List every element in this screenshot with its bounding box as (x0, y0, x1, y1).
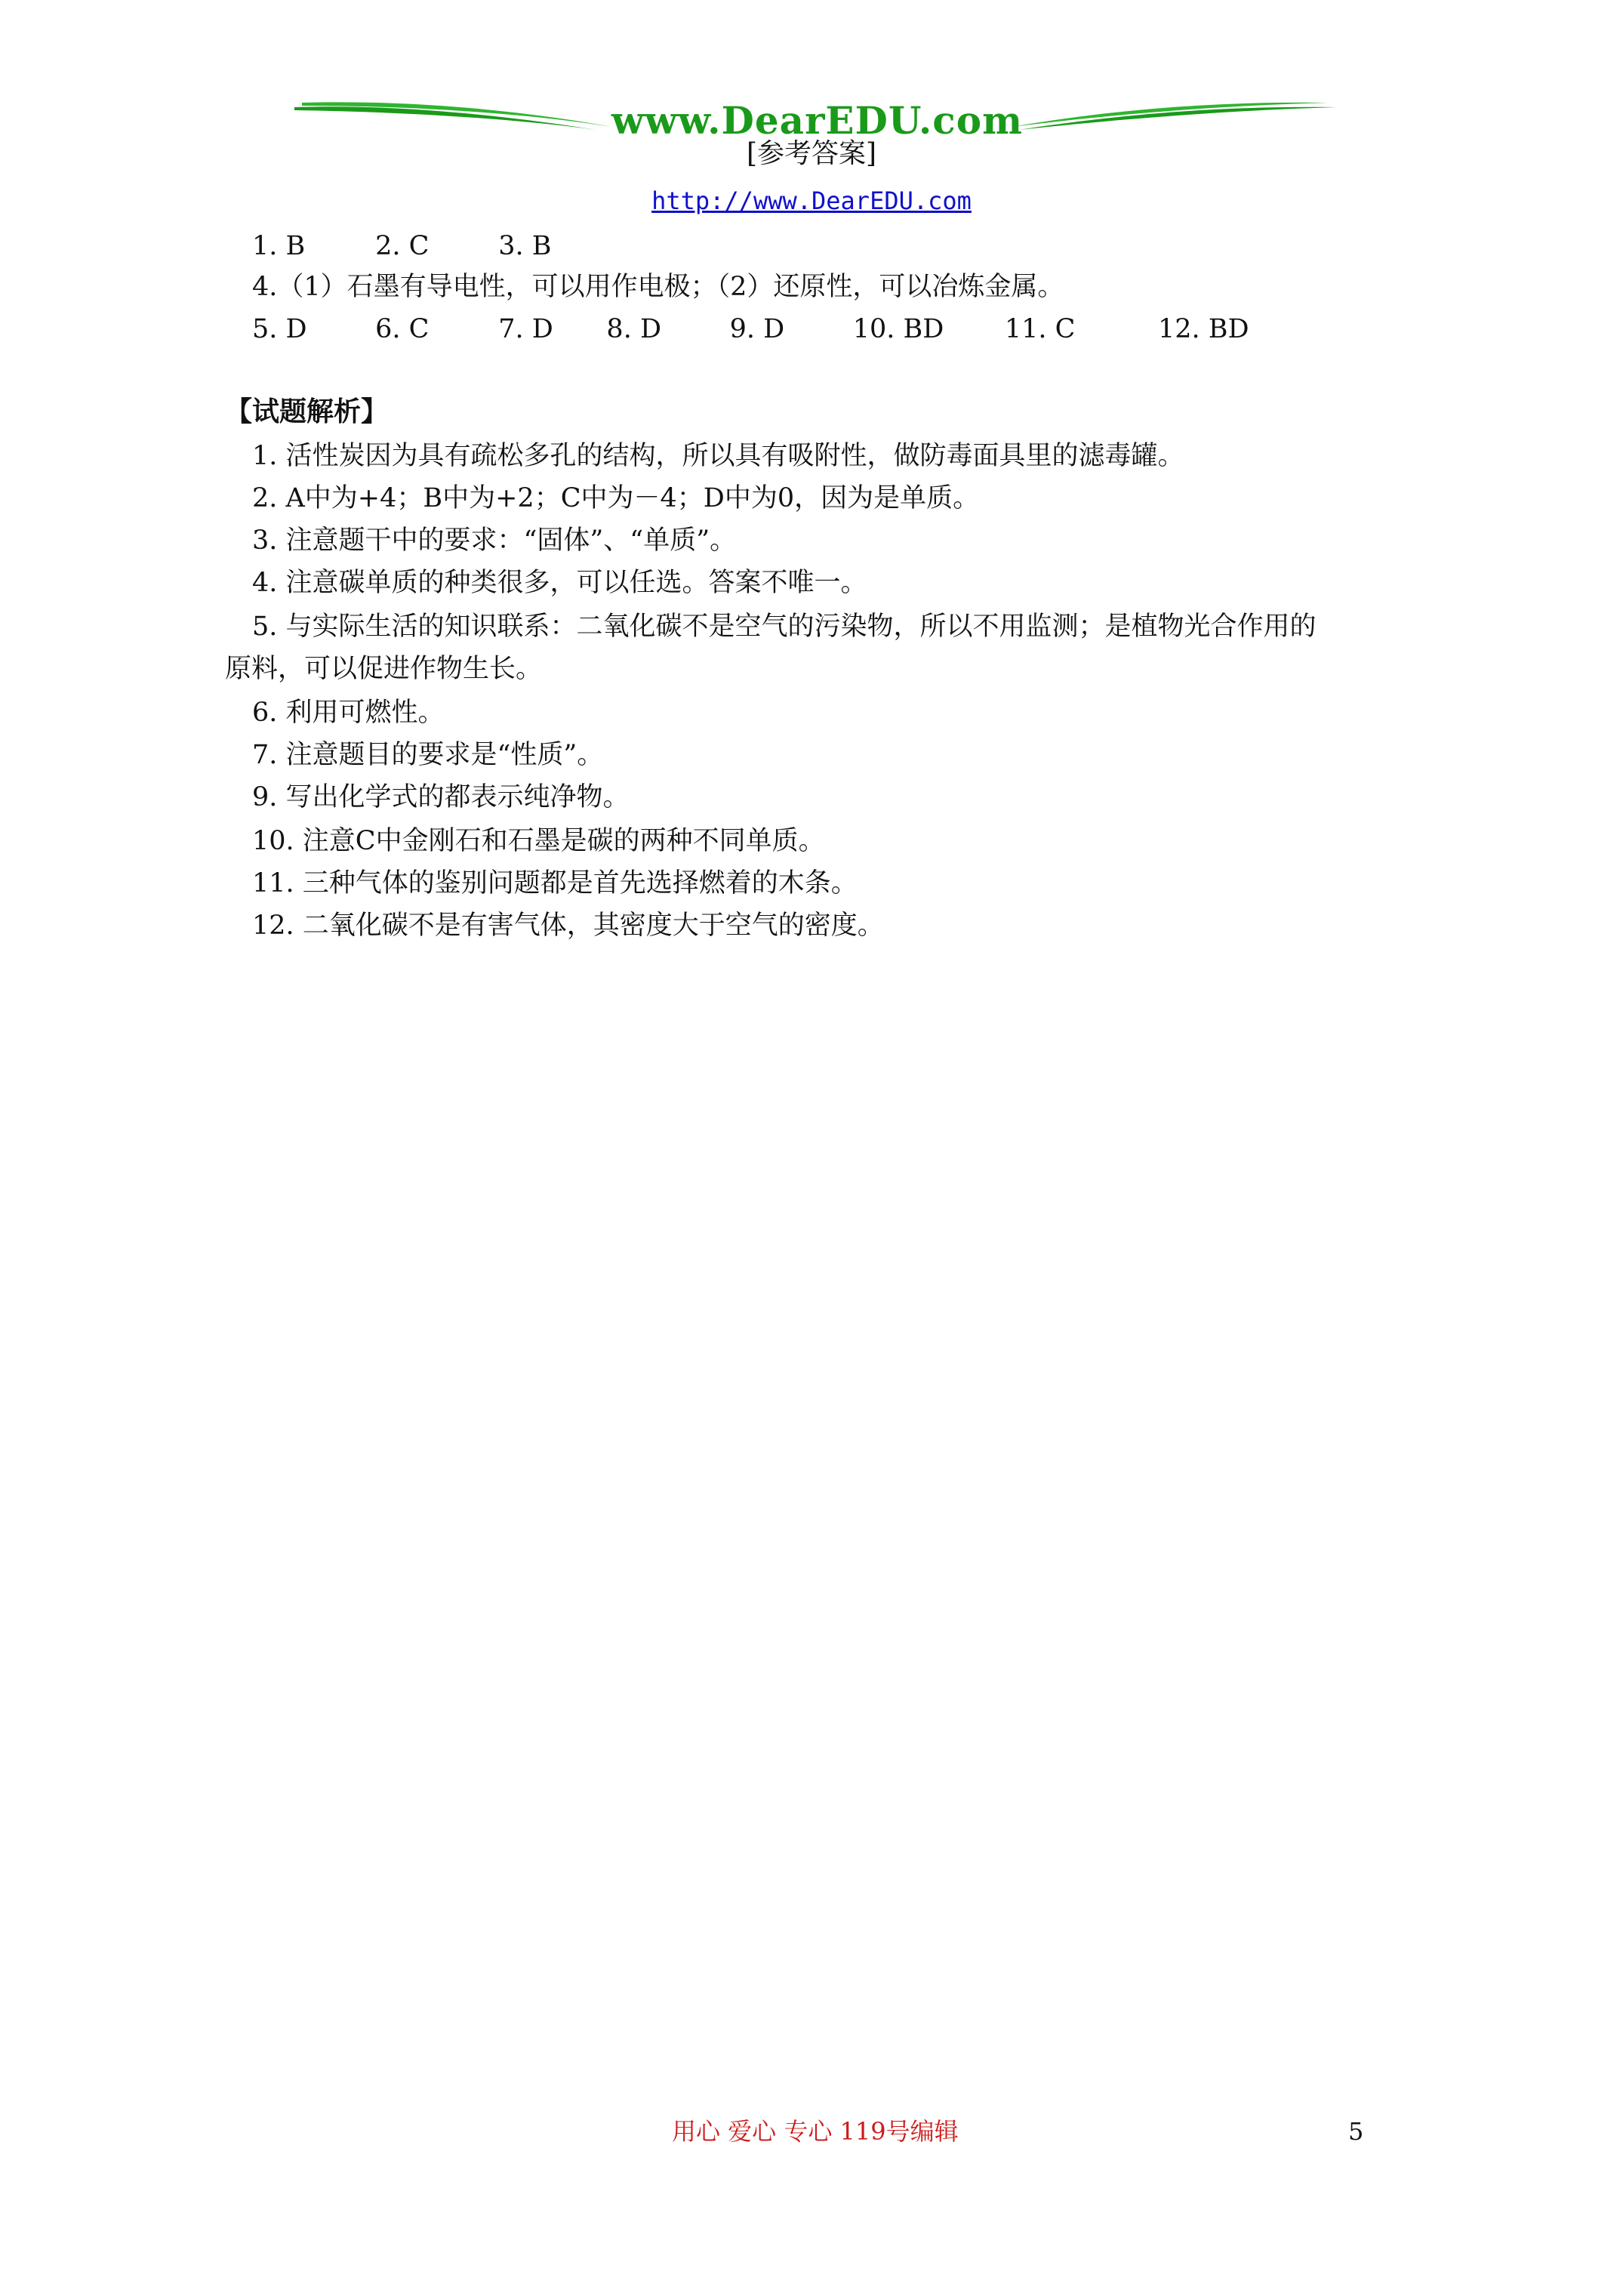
site-link[interactable]: http://www.DearEDU.com (651, 186, 972, 215)
answer-item: 12. BD (1157, 314, 1249, 344)
page-heading: [参考答案] (746, 138, 877, 169)
answers-row-3 (252, 311, 1249, 347)
analysis-item: 4. 注意碳单质的种类很多，可以任选。答案不唯一。 (252, 568, 867, 598)
analysis-title: 【试题解析】 (225, 396, 389, 427)
site-logo: www.DearEDU.com (611, 98, 1024, 143)
analysis-item: 6. 利用可燃性。 (252, 698, 445, 728)
answer-item: 1. B (252, 231, 306, 261)
analysis-item: 9. 写出化学式的都表示纯净物。 (252, 782, 630, 812)
analysis-item: 原料，可以促进作物生长。 (225, 654, 543, 684)
answer-item: 8. D (606, 314, 662, 344)
footer-text: 用心 爱心 专心 119号编辑 (672, 2117, 959, 2146)
analysis-item: 7. 注意题目的要求是“性质”。 (252, 740, 604, 770)
answer-item: 10. BD (852, 314, 944, 344)
analysis-item: 10. 注意C中金刚石和石墨是碳的两种不同单质。 (252, 826, 825, 856)
analysis-item: 1. 活性炭因为具有疏松多孔的结构，所以具有吸附性，做防毒面具里的滤毒罐。 (252, 441, 1184, 471)
analysis-item: 11. 三种气体的鉴别问题都是首先选择燃着的木条。 (252, 868, 858, 898)
analysis-item: 3. 注意题干中的要求：“固体”、“单质”。 (252, 525, 737, 556)
page-footer (0, 2114, 1623, 2152)
analysis-item: 12. 二氧化碳不是有害气体，其密度大于空气的密度。 (252, 911, 884, 941)
answers-row-2: 4.（1）石墨有导电性，可以用作电极；（2）还原性，可以冶炼金属。 (252, 272, 1064, 302)
answer-item: 3. B (498, 231, 552, 261)
answer-item: 6. C (375, 314, 430, 344)
answer-item: 2. C (375, 231, 430, 261)
page-number: 5 (1348, 2117, 1364, 2146)
answer-item: 9. D (729, 314, 785, 344)
answer-item: 11. C (1004, 314, 1076, 344)
answer-item: 5. D (252, 314, 307, 344)
answer-item: 7. D (498, 314, 553, 344)
answers-row-1 (252, 228, 552, 264)
analysis-item: 5. 与实际生活的知识联系：二氧化碳不是空气的污染物，所以不用监测；是植物光合作用的 (252, 612, 1317, 642)
analysis-item: 2. A中为+4；B中为+2；C中为－4；D中为0，因为是单质。 (252, 483, 980, 513)
